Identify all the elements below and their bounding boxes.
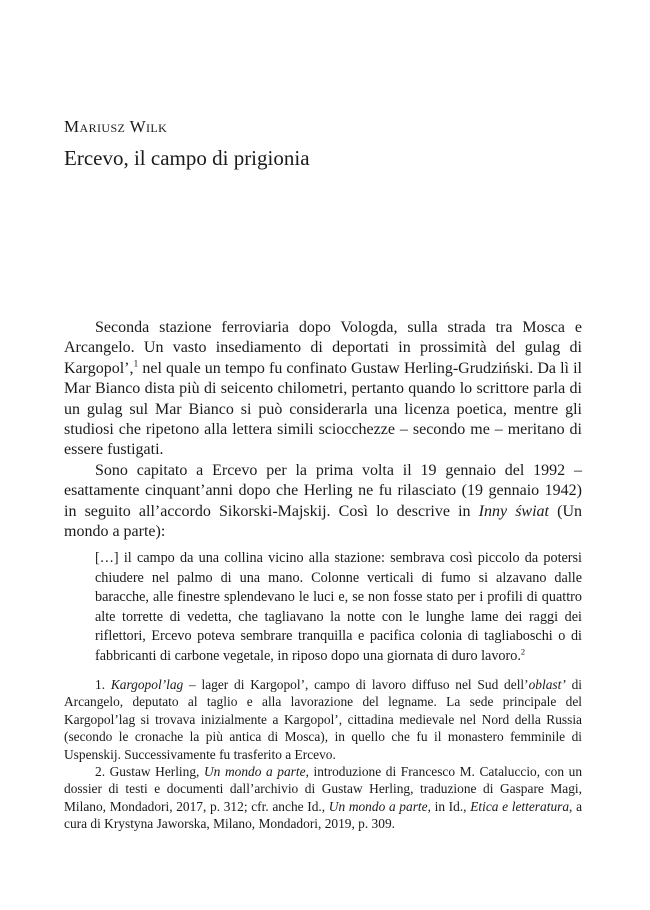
footnote-2 — [64, 763, 582, 833]
footnotes — [64, 676, 582, 833]
paragraph-2 — [64, 461, 582, 543]
footnote-ref-2: 2 — [520, 646, 526, 657]
paragraph-1-text-b: nel quale un tempo fu confinato Gustaw Herling-Grudziński. Da lì il Mar Bianco dista più di seicento chilometri, pertanto quando lo scrittore parla di un gulag sul Mar Bianco si può considerarla una licenza poetica, mentre gli studiosi che ripetono alla lettera simili sciocchezze – secondo me – meritano di essere fustigati. — [64, 359, 582, 459]
footnote-1-number: 1. — [95, 677, 111, 692]
paragraph-2-text-a: Sono capitato a Ercevo per la prima volta il 19 gennaio del 1992 – esattamente cinquant’anni dopo che Herling ne fu rilasciato (19 gennaio 1942) in seguito all’accordo Sikorski-Majskij. Così lo descrive in — [64, 461, 582, 520]
footnote-ref-1: 1 — [133, 358, 139, 370]
footnote-2-text-c: , in Id., — [427, 798, 471, 814]
footnote-1 — [64, 676, 582, 763]
footnote-2-text-b: , introduzione di Francesco M. Cataluccio, con un dossier di testi e documenti dall’archivio di Gustaw Herling, traduzione di Gaspare Magi, Milano, Mondadori, 2017, p. 312; cfr. anche Id., — [64, 764, 583, 814]
chapter-title: Ercevo, il campo di prigionia — [64, 146, 310, 170]
chapter-author: Mariusz Wilk — [64, 117, 168, 136]
footnote-2-italic-2: Un mondo a parte — [328, 798, 428, 814]
footnote-2-italic-1: Un mondo a parte — [204, 764, 306, 780]
footnote-1-text-a: – lager di Kargopol’, campo di lavoro diffuso nel Sud dell’ — [183, 677, 529, 692]
paragraph-2-text-b: (Un mondo a parte): — [64, 502, 582, 541]
footnote-2-text-d: , a cura di Krystyna Jaworska, Milano, Mondadori, 2019, p. 309. — [64, 798, 583, 832]
book-title-italic: Inny świat — [478, 502, 549, 520]
footnote-2-number: 2. — [95, 764, 110, 780]
block-quote-text: […] il campo da una collina vicino alla stazione: sembrava così piccolo da potersi chiudere nel palmo di una mano. Colonne verticali di fumo si alzavano dalle baracche, alle finestre splendevano le luci e, se non fosse stato per i profili di quattro alte torrette di vedetta, che tagliavano la notte con le lunghe lame dei raggi dei riflettori, Ercevo poteva sembrare tranquilla e pacifica colonia di tagliaboschi o di fabbricanti di carbone vegetale, in riposo dopo una giornata di duro lavoro. — [95, 550, 582, 664]
footnote-1-italic-2: oblast’ — [528, 677, 566, 692]
footnote-2-text-a: Gustaw Herling, — [109, 764, 204, 780]
footnote-1-text-b: di Arcangelo, deputato al taglio e alla lavorazione del legname. La sede principale del Kargopol’lag si trovava inizialmente a Kargopol’, cittadina medievale nel Nord della Russia (secondo le cronache la più antica di Mosca), in quello che fu il monastero femminile di Uspenskij. Successivamente fu trasferito a Ercevo. — [64, 677, 582, 762]
footnote-2-italic-3: Etica e letteratura — [470, 798, 570, 814]
paragraph-1 — [64, 318, 582, 461]
paragraph-1-text-a: Seconda stazione ferroviaria dopo Vologda, sulla strada tra Mosca e Arcangelo. Un vasto insediamento di deportati in prossimità del gulag di Kargopol’, — [64, 319, 582, 377]
main-text — [64, 318, 582, 666]
block-quote — [95, 549, 582, 666]
footnote-1-italic-1: Kargopol’lag — [110, 677, 184, 692]
